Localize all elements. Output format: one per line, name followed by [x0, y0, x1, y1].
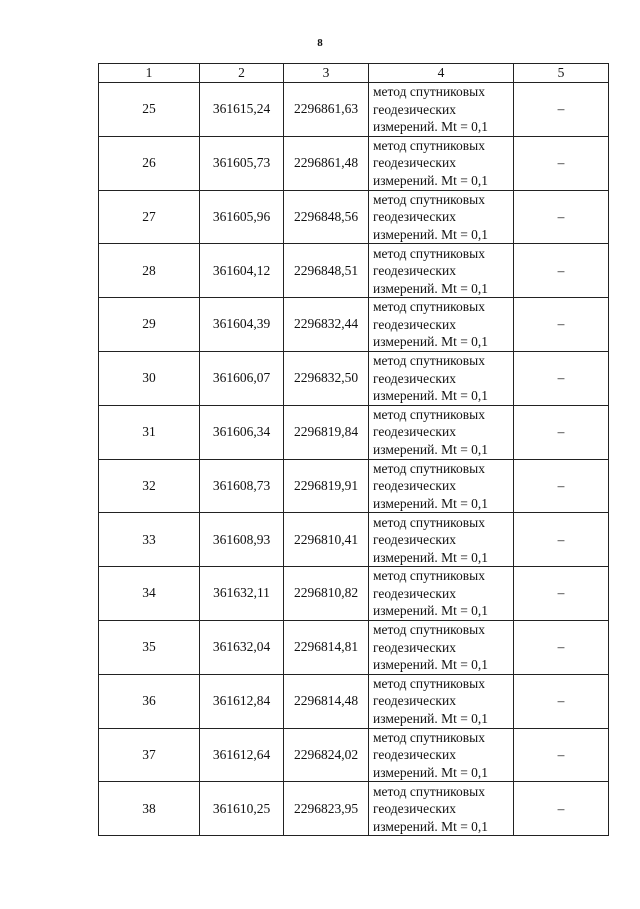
method-text-line: метод спутниковых	[373, 622, 485, 638]
method-text-line: геодезических	[373, 316, 456, 332]
method-text-line: измерений. Mt = 0,1	[373, 334, 489, 350]
table-row	[99, 674, 609, 728]
y-coordinate-cell: 2296810,41	[284, 513, 369, 567]
note-cell: –	[514, 513, 609, 567]
method-text-line: измерений. Mt = 0,1	[373, 441, 489, 457]
note-cell: –	[514, 298, 609, 352]
x-coordinate-cell: 361604,39	[200, 298, 284, 352]
table-row	[99, 83, 609, 137]
table-row	[99, 782, 609, 836]
method-text-line: геодезических	[373, 801, 456, 816]
point-number-cell: 30	[99, 351, 200, 405]
table-row	[99, 728, 609, 782]
x-coordinate-cell: 361606,34	[200, 405, 284, 459]
y-coordinate-cell: 2296861,63	[284, 83, 369, 137]
y-coordinate-cell: 2296848,51	[284, 244, 369, 298]
method-text-line: измерений. Mt = 0,1	[373, 495, 489, 511]
note-cell: –	[514, 405, 609, 459]
method-cell	[369, 567, 514, 621]
method-text-line: геодезических	[373, 155, 456, 171]
method-text-line: метод спутниковых	[373, 353, 485, 369]
x-coordinate-cell: 361615,24	[200, 83, 284, 137]
x-coordinate-cell: 361604,12	[200, 244, 284, 298]
table-row	[99, 620, 609, 674]
method-cell	[369, 728, 514, 782]
method-cell	[369, 190, 514, 244]
y-coordinate-cell: 2296814,81	[284, 620, 369, 674]
y-coordinate-cell: 2296819,84	[284, 405, 369, 459]
note-cell: –	[514, 674, 609, 728]
y-coordinate-cell: 2296832,44	[284, 298, 369, 352]
method-text-line: измерений. Mt = 0,1	[373, 818, 489, 834]
method-text-line: измерений. Mt = 0,1	[373, 119, 489, 135]
method-cell	[369, 298, 514, 352]
method-cell	[369, 459, 514, 513]
method-text-line: геодезических	[373, 747, 456, 763]
point-number-cell: 33	[99, 513, 200, 567]
method-text-line: измерений. Mt = 0,1	[373, 226, 489, 242]
method-text-line: геодезических	[373, 101, 456, 117]
column-header-2: 2	[200, 64, 284, 83]
x-coordinate-cell: 361632,04	[200, 620, 284, 674]
x-coordinate-cell: 361612,84	[200, 674, 284, 728]
x-coordinate-cell: 361605,73	[200, 136, 284, 190]
note-cell: –	[514, 136, 609, 190]
method-cell	[369, 244, 514, 298]
note-cell: –	[514, 83, 609, 137]
table-row	[99, 298, 609, 352]
method-cell	[369, 782, 514, 836]
column-header-1: 1	[99, 64, 200, 83]
note-cell: –	[514, 620, 609, 674]
header-row	[99, 64, 609, 83]
method-text-line: измерений. Mt = 0,1	[373, 710, 489, 726]
x-coordinate-cell: 361610,25	[200, 782, 284, 836]
y-coordinate-cell: 2296861,48	[284, 136, 369, 190]
point-number-cell: 36	[99, 674, 200, 728]
method-text-line: геодезических	[373, 585, 456, 601]
y-coordinate-cell: 2296823,95	[284, 782, 369, 836]
method-text-line: метод спутниковых	[373, 675, 485, 691]
method-text-line: метод спутниковых	[373, 729, 485, 745]
table-row	[99, 459, 609, 513]
note-cell: –	[514, 190, 609, 244]
y-coordinate-cell: 2296814,48	[284, 674, 369, 728]
note-cell: –	[514, 782, 609, 836]
method-text-line: метод спутниковых	[373, 514, 485, 530]
point-number-cell: 34	[99, 567, 200, 621]
method-text-line: измерений. Mt = 0,1	[373, 280, 489, 296]
method-text-line: метод спутниковых	[373, 245, 485, 261]
x-coordinate-cell: 361608,93	[200, 513, 284, 567]
x-coordinate-cell: 361606,07	[200, 351, 284, 405]
method-text-line: метод спутниковых	[373, 137, 485, 153]
note-cell: –	[514, 728, 609, 782]
method-text-line: геодезических	[373, 424, 456, 440]
method-text-line: измерений. Mt = 0,1	[373, 603, 489, 619]
point-number-cell: 37	[99, 728, 200, 782]
method-text-line: измерений. Mt = 0,1	[373, 172, 489, 188]
x-coordinate-cell: 361608,73	[200, 459, 284, 513]
method-text-line: геодезических	[373, 532, 456, 548]
method-cell	[369, 351, 514, 405]
y-coordinate-cell: 2296819,91	[284, 459, 369, 513]
point-number-cell: 27	[99, 190, 200, 244]
method-cell	[369, 83, 514, 137]
column-header-5: 5	[514, 64, 609, 83]
method-text-line: измерений. Mt = 0,1	[373, 657, 489, 673]
table-row	[99, 513, 609, 567]
method-text-line: геодезических	[373, 263, 456, 279]
x-coordinate-cell: 361605,96	[200, 190, 284, 244]
note-cell: –	[514, 459, 609, 513]
method-text-line: метод спутниковых	[373, 84, 485, 100]
method-text-line: геодезических	[373, 209, 456, 225]
method-text-line: метод спутниковых	[373, 191, 485, 207]
table-row	[99, 351, 609, 405]
y-coordinate-cell: 2296832,50	[284, 351, 369, 405]
column-header-4: 4	[369, 64, 514, 83]
x-coordinate-cell: 361612,64	[200, 728, 284, 782]
point-number-cell: 29	[99, 298, 200, 352]
table-row	[99, 190, 609, 244]
point-number-cell: 38	[99, 782, 200, 836]
method-text-line: геодезических	[373, 639, 456, 655]
method-text-line: геодезических	[373, 478, 456, 494]
y-coordinate-cell: 2296810,82	[284, 567, 369, 621]
method-text-line: метод спутниковых	[373, 460, 485, 476]
method-text-line: метод спутниковых	[373, 568, 485, 584]
method-cell	[369, 513, 514, 567]
method-cell	[369, 620, 514, 674]
point-number-cell: 26	[99, 136, 200, 190]
method-text-line: метод спутниковых	[373, 406, 485, 422]
point-number-cell: 35	[99, 620, 200, 674]
method-text-line: геодезических	[373, 370, 456, 386]
method-cell	[369, 405, 514, 459]
coordinates-table	[98, 63, 609, 836]
method-text-line: измерений. Mt = 0,1	[373, 388, 489, 404]
note-cell: –	[514, 351, 609, 405]
y-coordinate-cell: 2296848,56	[284, 190, 369, 244]
page-number: 8	[317, 37, 323, 49]
method-cell	[369, 674, 514, 728]
method-text-line: измерений. Mt = 0,1	[373, 764, 489, 780]
method-text-line: измерений. Mt = 0,1	[373, 549, 489, 565]
method-text-line: метод спутниковых	[373, 783, 485, 799]
note-cell: –	[514, 244, 609, 298]
y-coordinate-cell: 2296824,02	[284, 728, 369, 782]
point-number-cell: 32	[99, 459, 200, 513]
table-body	[99, 83, 609, 836]
column-header-3: 3	[284, 64, 369, 83]
method-text-line: метод спутниковых	[373, 299, 485, 315]
x-coordinate-cell: 361632,11	[200, 567, 284, 621]
table-row	[99, 136, 609, 190]
point-number-cell: 28	[99, 244, 200, 298]
method-cell	[369, 136, 514, 190]
table-row	[99, 567, 609, 621]
table-row	[99, 405, 609, 459]
note-cell: –	[514, 567, 609, 621]
table-row	[99, 244, 609, 298]
method-text-line: геодезических	[373, 693, 456, 709]
point-number-cell: 31	[99, 405, 200, 459]
point-number-cell: 25	[99, 83, 200, 137]
